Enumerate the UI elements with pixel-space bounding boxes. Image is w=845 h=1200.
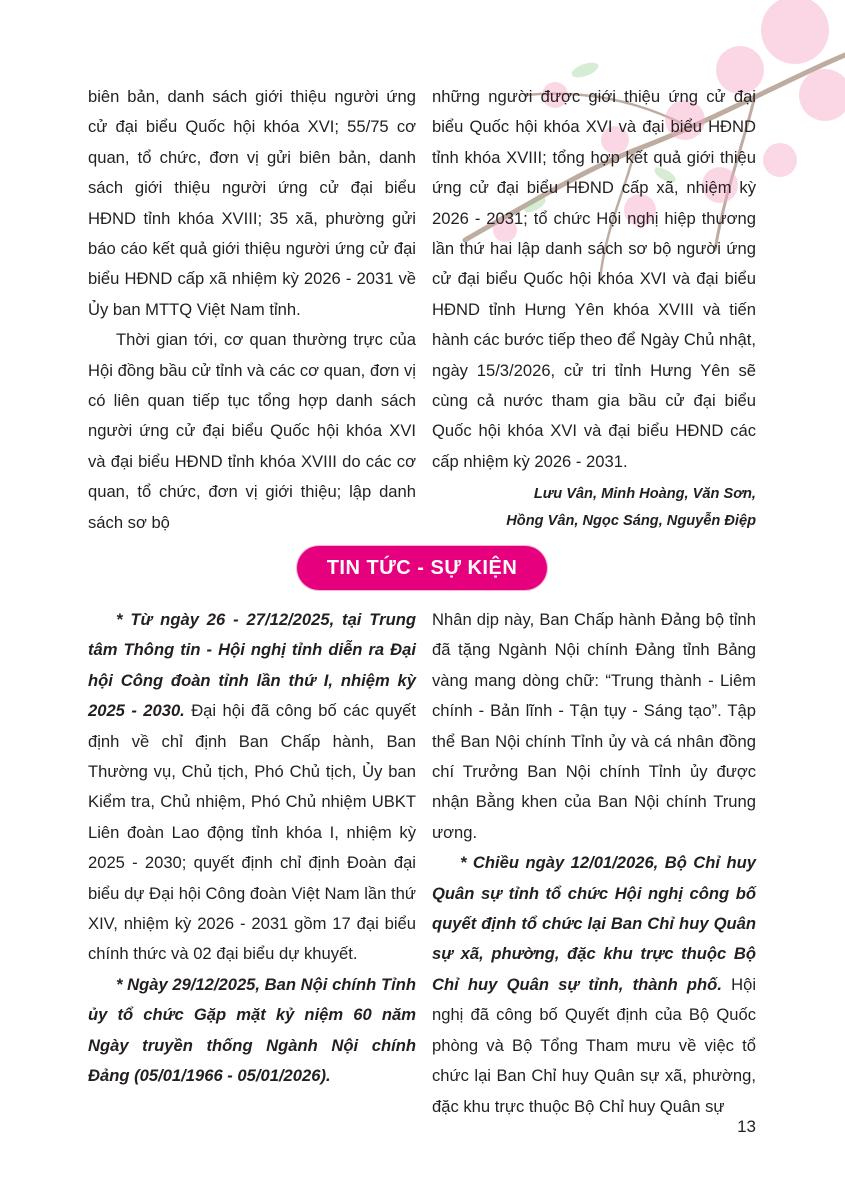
news-right-column: [432, 605, 756, 1122]
article-continuation-left-column: [88, 82, 416, 538]
news-item-body: Đại hội đã công bố các quyết định về chỉ định Ban Chấp hành, Ban Thường vụ, Chủ tịch, Phó Chủ tịch, Ủy ban Kiểm tra, Chủ nhiệm, Phó Chủ nhiệm UBKT Liên đoàn Lao động tỉnh khóa I, nhiệm kỳ 2025 - 2030; quyết định chỉ định Đoàn đại biểu dự Đại hội Công đoàn Việt Nam lần thứ XIV, nhiệm kỳ 2026 - 2031 gồm 17 đại biểu chính thức và 02 đại biểu dự khuyết.: [88, 701, 416, 964]
paragraph: những người được giới thiệu ứng cử đại biểu Quốc hội khóa XVI và đại biểu HĐND tỉnh khóa XVIII; tổng hợp kết quả giới thiệu ứng cử đại biểu HĐND cấp xã, nhiệm kỳ 2026 - 2031; tổ chức Hội nghị hiệp thương lần thứ hai lập danh sách sơ bộ người ứng cử đại biểu Quốc hội khóa XVI và đại biểu HĐND tỉnh Hưng Yên khóa XVIII và tiến hành các bước tiếp theo để Ngày Chủ nhật, ngày 15/3/2026, cử tri tỉnh Hưng Yên sẽ cùng cả nước tham gia bầu cử đại biểu Quốc hội khóa XVI và đại biểu HĐND các cấp nhiệm kỳ 2026 - 2031.: [432, 87, 756, 471]
news-item: [432, 848, 756, 1122]
byline-line-1: Lưu Vân, Minh Hoàng, Văn Sơn,: [533, 486, 756, 503]
news-item: [88, 605, 416, 970]
page-number: 13: [737, 1117, 756, 1136]
news-item-lead: * Từ ngày 26 - 27/12/2025, tại Trung tâm Thông tin - Hội nghị tỉnh diễn ra Đại hội Công đoàn tỉnh lần thứ I, nhiệm kỳ 2025 - 2030.: [88, 610, 416, 721]
news-item-body: Hội nghị đã công bố Quyết định của Bộ Quốc phòng và Bộ Tổng Tham mưu về việc tổ chức lại Ban Chỉ huy Quân sự xã, phường, đặc khu trực thuộc Bộ Chỉ huy Quân sự: [432, 974, 757, 1116]
news-item-lead: * Ngày 29/12/2025, Ban Nội chính Tỉnh ủy tổ chức Gặp mặt kỷ niệm 60 năm Ngày truyền thống Ngành Nội chính Đảng (05/01/1966 - 05/01/2026).: [88, 974, 416, 1086]
section-heading-badge: TIN TỨC - SỰ KIỆN: [297, 546, 547, 590]
author-byline: [432, 481, 756, 535]
article-continuation-right-column: [432, 82, 756, 535]
paragraph: Thời gian tới, cơ quan thường trực của Hội đồng bầu cử tỉnh và các cơ quan, đơn vị có liên quan tiếp tục tổng hợp danh sách người ứng cử đại biểu Quốc hội khóa XVI và đại biểu HĐND tỉnh khóa XVIII do các cơ quan, tổ chức, đơn vị giới thiệu; lập danh sách sơ bộ: [88, 330, 416, 532]
byline-line-2: Hồng Vân, Ngọc Sáng, Nguyễn Điệp: [506, 513, 756, 530]
news-left-column: [88, 605, 416, 1092]
news-item-body: Nhân dịp này, Ban Chấp hành Đảng bộ tỉnh đã tặng Ngành Nội chính Đảng tỉnh Bảng vàng mang dòng chữ: “Trung thành - Liêm chính - Bản lĩnh - Tận tụy - Sáng tạo”. Tập thể Ban Nội chính Tỉnh ủy và cá nhân đồng chí Trưởng Ban Nội chính Tỉnh ủy được nhận Bằng khen của Ban Nội chính Trung ương.: [432, 610, 756, 842]
paragraph: biên bản, danh sách giới thiệu người ứng cử đại biểu Quốc hội khóa XVI; 55/75 cơ quan, tổ chức, đơn vị gửi biên bản, danh sách giới thiệu người ứng cử đại biểu HĐND tỉnh khóa XVIII; 35 xã, phường gửi báo cáo kết quả giới thiệu người ứng cử đại biểu HĐND cấp xã nhiệm kỳ 2026 - 2031 về Ủy ban MTTQ Việt Nam tỉnh.: [88, 87, 416, 319]
news-item-lead: * Chiều ngày 12/01/2026, Bộ Chỉ huy Quân sự tỉnh tổ chức Hội nghị công bố quyết định tổ chức lại Ban Chỉ huy Quân sự xã, phường, đặc khu trực thuộc Bộ Chỉ huy Quân sự tỉnh, thành phố.: [432, 853, 756, 994]
